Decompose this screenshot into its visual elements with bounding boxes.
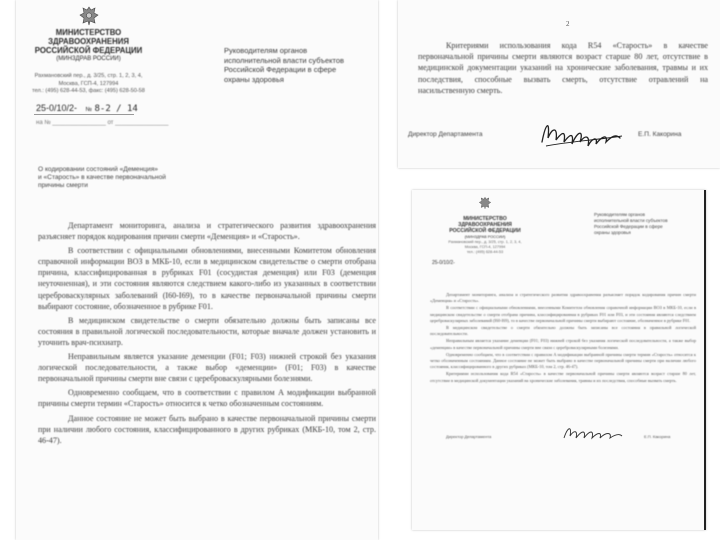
body-paragraph: Департамент мониторинга, анализа и стратегического развития здравоохранения разъясняет порядок кодирования причин смерти «Деменция» и «Старость». (38, 221, 376, 242)
inset-address (430, 240, 540, 255)
addressee-block (224, 46, 364, 84)
signature-image (536, 112, 626, 154)
letter-page-2 (398, 0, 720, 168)
subject-line: О кодировании состояний «Деменция» (38, 166, 158, 173)
ministry-line: ЗДРАВООХРАНЕНИЯ (458, 222, 512, 228)
doc-number-underline (34, 114, 134, 115)
doc-number-printed: 25-0/10/2- (36, 103, 78, 113)
ministry-line: РОССИЙСКОЙ ФЕДЕРАЦИИ (449, 228, 521, 234)
body-paragraph: Критериями использования кода R54 «Старость» в качестве первоначальной причины смерти являются возраст старше 80 лет, отсутствие в медицинской документации указаний на хронические заболевания, травмы и их последствия, способные вызвать смерть. (430, 371, 696, 383)
address-line: тел.: (495) 628-44-53 (466, 250, 504, 254)
ministry-abbr: (МИНЗДРАВ РОССИИ) (56, 56, 121, 62)
coat-of-arms-icon (78, 5, 100, 27)
body-paragraph: Департамент мониторинга, анализа и стратегического развития здравоохранения разъясняет порядок кодирования причин смерти «Деменция» и «Старость». (430, 292, 696, 304)
director-label: Директор Департамента (408, 131, 483, 138)
inset-director-label: Директор Департамента (446, 434, 492, 439)
body-paragraph: Неправильным является указание деменции (F01; F03) нижней строкой без указания логической последовательности, а также выбор «деменции» в качестве первоначальной причины смерти вне связи с цереброваскулярными болезнями. (430, 338, 696, 350)
ministry-abbr: (МИНЗДРАВ РОССИИ) (464, 235, 506, 239)
document-number: 25-0/10/2- № 8-2 / 14 (36, 103, 138, 114)
ministry-line: РОССИЙСКОЙ ФЕДЕРАЦИИ (34, 46, 143, 55)
letter-thumbnail (412, 190, 706, 530)
addressee-line: Руководителям органов (224, 46, 308, 55)
body-paragraph: В медицинском свидетельстве о смерти обязательно должны быть записаны все состояния в правильной логической последовательности. (430, 325, 696, 337)
page-number: 2 (566, 20, 570, 28)
addressee-line: Российской Федерации в сфере (594, 224, 663, 229)
addressee-line: Российской Федерации в сфере (224, 65, 337, 75)
addressee-line: Руководителям органов (594, 212, 645, 217)
addressee-line: охраны здоровья (594, 230, 631, 235)
body-paragraph: Одновременно сообщаем, что в соответствии с правилом A модификации выбранной причины смерти термин «Старость» относится к четко обозначенным состояниям. Данное состояние не может быть выбрано в качестве первоначальной причины смерти при наличии любого состояния, классифицированного в других рубриках (МКБ-10, том 2, стр. 46-47). (430, 351, 696, 370)
inset-doc-number: 25-0/10/2- (432, 260, 455, 266)
letter-subject (38, 166, 188, 190)
ministry-header (16, 28, 161, 64)
address-line: Рахмановский пер., д. 3/25, стр. 1, 2, 3, 4, (34, 73, 143, 79)
body-paragraph: В медицинском свидетельстве о смерти обязательно должны быть записаны все состояния в правильной логической последовательности, которые вначале должен установить и уточнить врач-психиатр. (38, 315, 376, 347)
svg-text:Кагорина: Кагорина (540, 152, 544, 153)
director-name: Е.П. Какорина (638, 131, 682, 138)
address-line: Москва, ГСП-4, 127994 (58, 80, 119, 87)
inset-body (430, 292, 696, 385)
body-paragraph: Данное состояние не может быть выбрано в качестве первоначальной причины смерти при наличии любого состояния, классифицированного в других рубриках (МКБ-10, том 2, стр. 46-47). (38, 413, 376, 445)
inset-signature-image (560, 422, 626, 444)
inset-director-name: Е.П. Какорина (644, 434, 671, 439)
body-paragraph: Неправильным является указание деменции (F01; F03) нижней строкой без указания логической последовательности, а также выбор «деменции» (F01; F03) в качестве первоначальной причины смерти вне связи с цереброваскулярными болезнями. (38, 352, 376, 384)
letter-page-1 (16, 0, 378, 540)
body-paragraph: Одновременно сообщаем, что в соответствии с правилом A модификации выбранной причины смерти термин «Старость» относится к четко обозначенным состояниям. (38, 388, 376, 409)
subject-line: причины смерти (38, 182, 88, 189)
ministry-line: МИНИСТЕРСТВО (55, 28, 122, 37)
inset-addressee (594, 212, 698, 236)
addressee-line: исполнительной власти субъектов (224, 55, 345, 65)
letter-body (38, 220, 376, 449)
doc-reference: на № ________________ от ________________ (36, 120, 169, 126)
ministry-line: МИНИСТЕРСТВО (463, 216, 507, 222)
subject-line: и «Старость» в качестве первоначальной (38, 174, 166, 181)
addressee-line: охраны здоровья (224, 74, 284, 84)
coat-of-arms-icon (478, 196, 492, 210)
criterion-paragraph: Критериями использования кода R54 «Старость» в качестве первоначальной причины смерти являются возраст старше 80 лет, отсутствие в медицинской документации указаний на хронические заболевания, травмы и их последствия, способные вызвать смерть, отсутствие отравлений на насильственную смерть. (418, 41, 708, 95)
ministry-address (16, 73, 161, 96)
body-paragraph: В соответствии с официальными обновлениями, внесенными Комитетом обновления справочной информации ВОЗ в МКБ-10, если в медицинском свидетельстве о смерти отобрана причина, классифицированная в рубриках F01 или F03, и эти состояния являются следствием цереброваскулярных заболеваний (I60-I69), то в качестве первоначальной причины смерти выбирают состояние, обозначенное в рубрике F01. (430, 305, 696, 323)
addressee-line: исполнительной власти субъектов (594, 218, 668, 223)
doc-number-handwritten: 8-2 / 14 (94, 104, 138, 114)
inset-ministry-header (430, 216, 540, 240)
ministry-line: ЗДРАВООХРАНЕНИЯ (48, 37, 129, 46)
address-line: Рахмановский пер., д. 3/25, стр. 1, 2, 3, 4, (448, 240, 522, 244)
address-line: Москва, ГСП-4, 127994 (464, 245, 506, 249)
body-paragraph: В соответствии с официальными обновлениями, внесенными Комитетом обновления справочной информации ВОЗ в МКБ-10, если в медицинском свидетельстве о смерти отобрана причина, классифицированная в рубриках F01 (сосудистая деменция) или F03 (деменция неуточненная), и эти состояния являются следствием какого-либо из указанных в соответствии цереброваскулярных заболеваний (I60-I69), то в качестве первоначальной причины смерти выбирают состояние, обозначенное в рубрике F01. (38, 246, 376, 311)
address-line: тел.: (495) 628-44-53, факс: (495) 628-50-58 (32, 88, 145, 94)
